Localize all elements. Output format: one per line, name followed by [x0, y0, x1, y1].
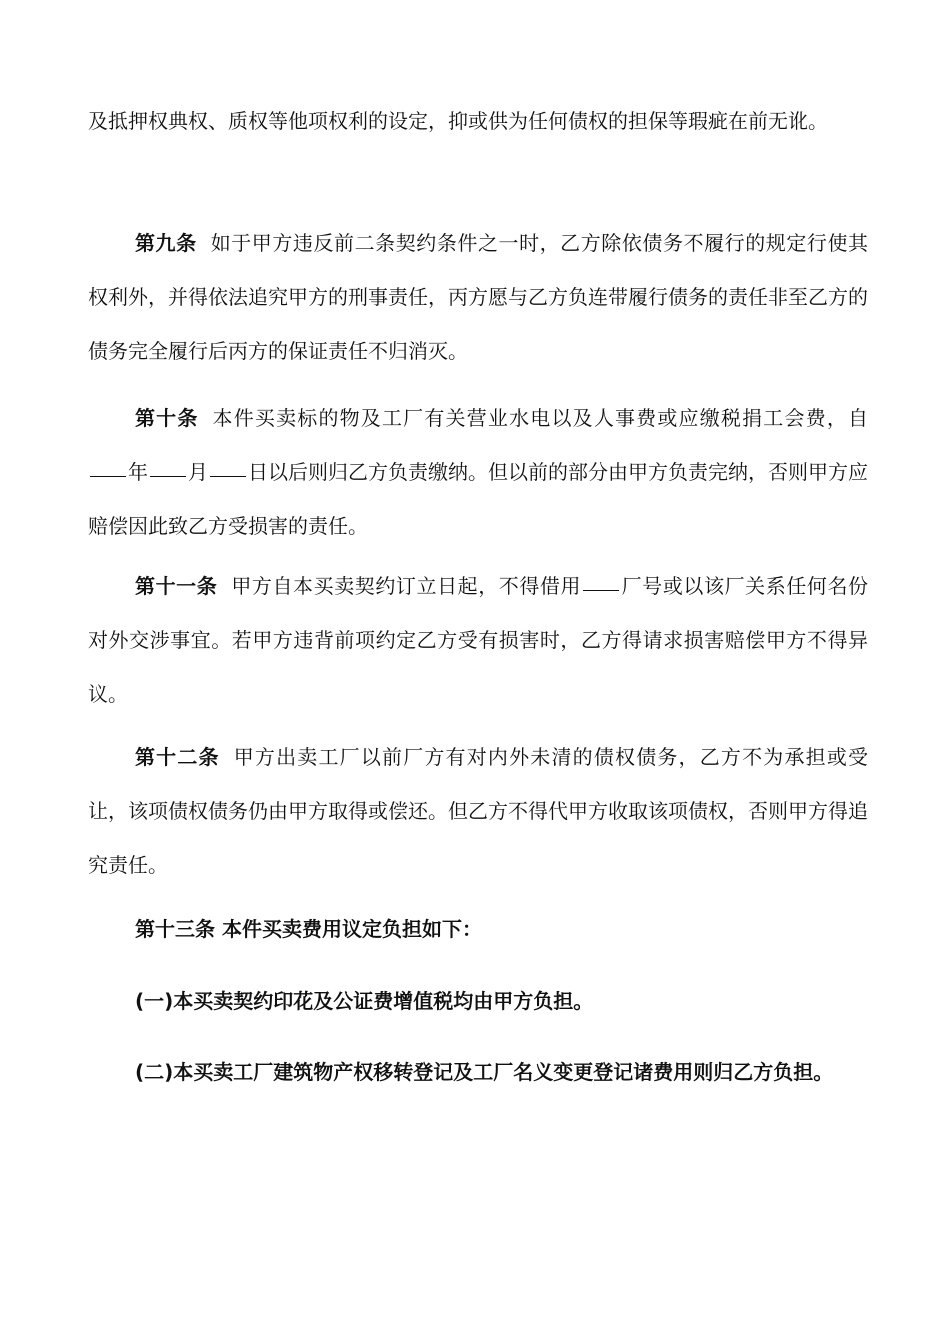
article-number: 第十一条 — [135, 574, 218, 598]
article-number: 第十条 — [135, 406, 199, 430]
list-item-text: (二)本买卖工厂建筑物产权移转登记及工厂名义变更登记诸费用则归乙方负担。 — [135, 1060, 834, 1084]
article-text: 厂号或以该厂关系任何名份对外交涉事宜。若甲方违背前项约定乙方受有损害时，乙方得请求损害赔偿甲方不得异议。 — [88, 574, 869, 706]
article-text: 本件买卖标的物及工厂有关营业水电以及人事费或应缴税捐工会费，自 — [212, 406, 869, 430]
article-13-heading — [88, 902, 868, 956]
paragraph-continuation — [88, 94, 868, 148]
article-text: 第十三条 本件买卖费用议定负担如下： — [135, 917, 482, 941]
paragraph-text: 及抵押权典权、质权等他项权利的设定，抑或供为任何债权的担保等瑕疵在前无讹。 — [88, 109, 828, 133]
blank-line — [150, 475, 186, 477]
article-text: 甲方出卖工厂以前厂方有对内外未清的债权债务，乙方不为承担或受让，该项债权债务仍由甲方取得或偿还。但乙方不得代甲方收取该项债权，否则甲方得追究责任。 — [88, 745, 869, 877]
year-label: 年 — [128, 460, 148, 484]
article-text: 日以后则归乙方负责缴纳。但以前的部分由甲方负责完纳，否则甲方应赔偿因此致乙方受损害的责任。 — [88, 460, 868, 538]
blank-line — [210, 475, 246, 477]
article-number: 第十二条 — [135, 745, 220, 769]
list-item-1 — [88, 974, 868, 1028]
blank-line — [90, 475, 126, 477]
list-item-2 — [88, 1045, 868, 1099]
article-text: 甲方自本买卖契约订立日起，不得借用 — [231, 574, 582, 598]
article-10 — [88, 391, 868, 553]
article-9 — [88, 216, 868, 378]
article-12 — [88, 730, 868, 892]
article-text: 如于甲方违反前二条契约条件之一时，乙方除依债务不履行的规定行使其权利外，并得依法追究甲方的刑事责任，丙方愿与乙方负连带履行债务的责任非至乙方的债务完全履行后丙方的保证责任不归消灭。 — [88, 231, 869, 363]
article-11 — [88, 559, 868, 721]
list-item-text: (一)本买卖契约印花及公证费增值税均由甲方负担。 — [135, 989, 594, 1013]
month-label: 月 — [188, 460, 208, 484]
article-number: 第九条 — [135, 231, 197, 255]
blank-line — [583, 589, 619, 591]
